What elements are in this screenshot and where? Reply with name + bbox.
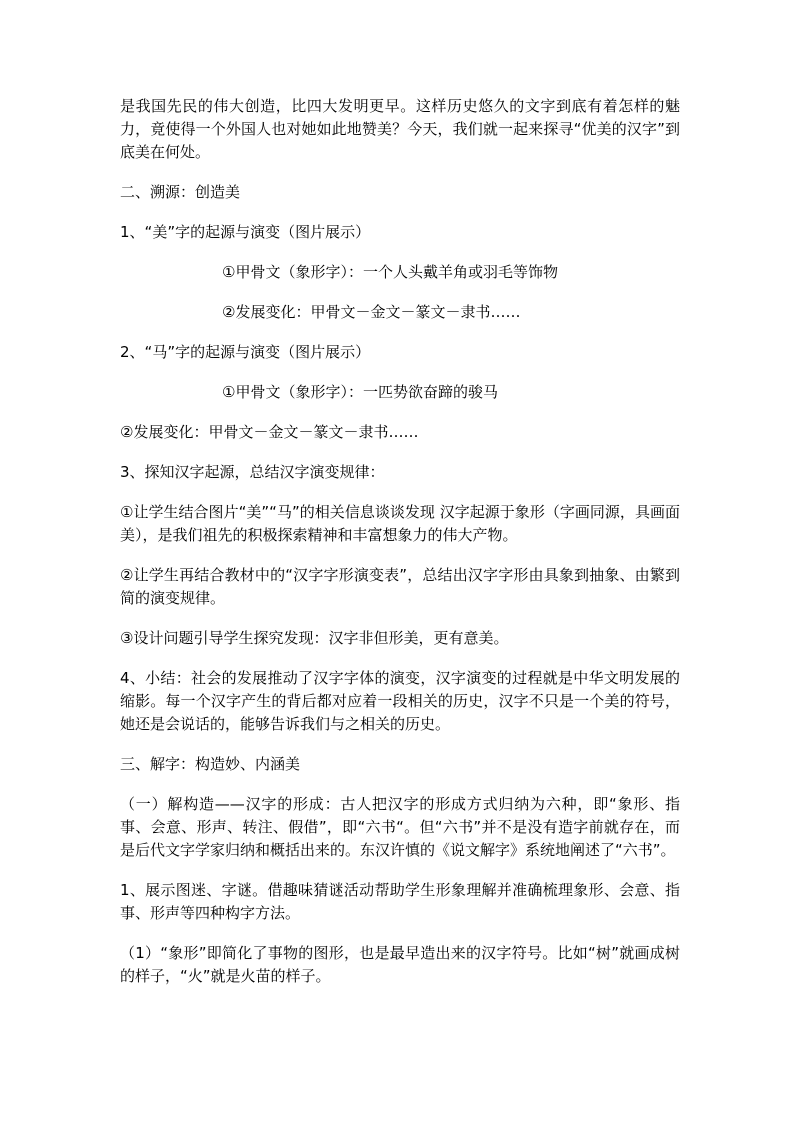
section-heading-origin: 二、溯源：创造美 [120,183,241,201]
section-heading-structure: 三、解字：构造妙、内涵美 [120,755,301,773]
paragraph-rule-2: ②让学生再结合教材中的“汉字字形演变表”，总结出汉字字形由具象到抽象、由繁到简的演变规律。 [120,566,680,607]
paragraph-summary: 4、小结：社会的发展推动了汉字字体的演变，汉字演变的过程就是中华文明发展的缩影。每一个汉字产生的背后都对应着一段相关的历史，汉字不只是一个美的符号，她还是会说话的，能够告诉我们与之相关的历史。 [120,669,680,733]
paragraph-rule-1: ①让学生结合图片“美”“马”的相关信息谈谈发现 汉字起源于象形（字画同源，具画面美），是我们祖先的积极探索精神和丰富想象力的伟大产物。 [120,503,680,544]
paragraph-mei-oracle: ①甲骨文（象形字）：一个人头戴羊角或羽毛等饰物 [222,263,558,281]
paragraph-mei-origin: 1、“美”字的起源与演变（图片展示） [120,223,371,241]
paragraph-ma-oracle: ①甲骨文（象形字）：一匹势欲奋蹄的骏马 [222,383,498,401]
paragraph-intro: 是我国先民的伟大创造，比四大发明更早。这样历史悠久的文字到底有着怎样的魅力，竟使得一个外国人也对她如此地赞美？今天，我们就一起来探寻“优美的汉字”到底美在何处。 [120,97,680,161]
paragraph-mei-evolution: ②发展变化：甲骨文－金文－篆文－隶书…… [222,303,521,321]
paragraph-pictograph: （1）“象形”即简化了事物的图形，也是最早造出来的汉字符号。比如“树”就画成树的样子，“火”就是火苗的样子。 [120,944,680,985]
paragraph-rule-3: ③设计问题引导学生探究发现：汉字非但形美，更有意美。 [120,629,509,647]
paragraph-ma-origin: 2、“马”字的起源与演变（图片展示） [120,343,371,361]
paragraph-riddles: 1、展示图迷、字谜。借趣味猜谜活动帮助学生形象理解并准确梳理象形、会意、指事、形声等四种构字方法。 [120,881,680,922]
paragraph-ma-evolution: ②发展变化：甲骨文－金文－篆文－隶书…… [120,423,419,441]
paragraph-six-scripts: （一）解构造——汉字的形成：古人把汉字的形成方式归纳为六种，即“象形、指事、会意、形声、转注、假借”，即“六书“。但“六书”并不是没有造字前就存在，而是后代文字学家归纳和概括出来的。东汉许慎的《说文解字》系统地阐述了“六书”。 [120,795,680,859]
document-page [120,95,680,1005]
paragraph-explore-rules: 3、探知汉字起源，总结汉字演变规律： [120,463,385,481]
